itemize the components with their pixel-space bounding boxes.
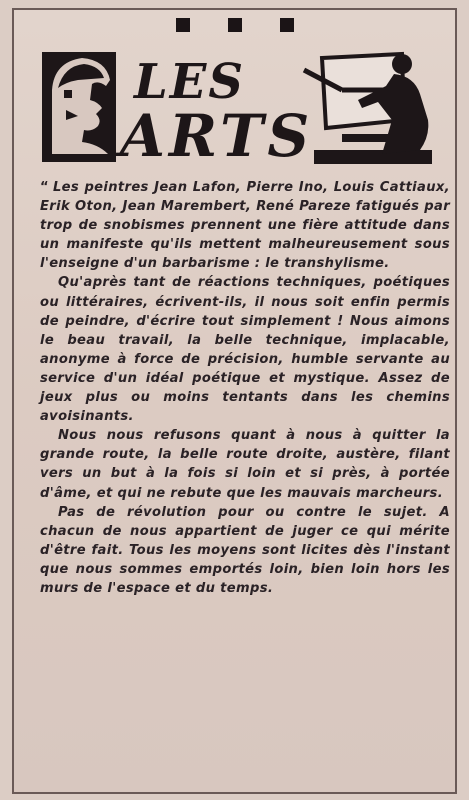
ornament-squares-icon	[176, 18, 296, 34]
les-arts-masthead	[42, 50, 434, 168]
masthead-line1: LES	[134, 54, 245, 110]
ornament-square	[228, 18, 242, 32]
article-paragraph: Pas de révolution pour ou contre le sujet. A chacun de nous appartient de juger ce qui mérite d'être fait. Tous les moyens sont licites dès l'instant que nous sommes emportés loin, bien loin hors les murs de l'espace et du temps.	[40, 504, 450, 596]
article-paragraph: Qu'après tant de réactions techniques, poétiques ou littéraires, écrivent-ils, il nous soit enfin permis de peindre, d'écrire tout simplement ! Nous aimons le beau travail, la belle technique, implacable, anonyme à force de précision, humble servante au service d'un idéal poétique et mystique. Assez de jeux plus ou moins tentants dans les chemins avoisinants.	[40, 275, 450, 425]
ornament-square	[280, 18, 294, 32]
article-paragraph: “ Les peintres Jean Lafon, Pierre Ino, Louis Cattiaux, Erik Oton, Jean Marembert, René Pareze fatigués par trop de snobismes prennent une fière attitude dans un manifeste qu'ils mettent malheureusement sous l'enseigne d'un barbarisme : le transhylisme.	[40, 180, 450, 272]
ornament-square	[176, 18, 190, 32]
masthead-line2: ARTS	[120, 102, 314, 168]
painter-at-easel-illustration-icon	[304, 54, 432, 164]
article-paragraph: Nous nous refusons quant à nous à quitter la grande route, la belle route droite, austère, filant vers un but à la fois si loin et si près, à portée d'âme, et qui ne rebute que les mauvais marcheurs.	[40, 428, 450, 501]
opening-quote-mark: “	[40, 180, 49, 195]
article-body	[40, 178, 450, 598]
classical-head-illustration-icon	[42, 52, 116, 162]
